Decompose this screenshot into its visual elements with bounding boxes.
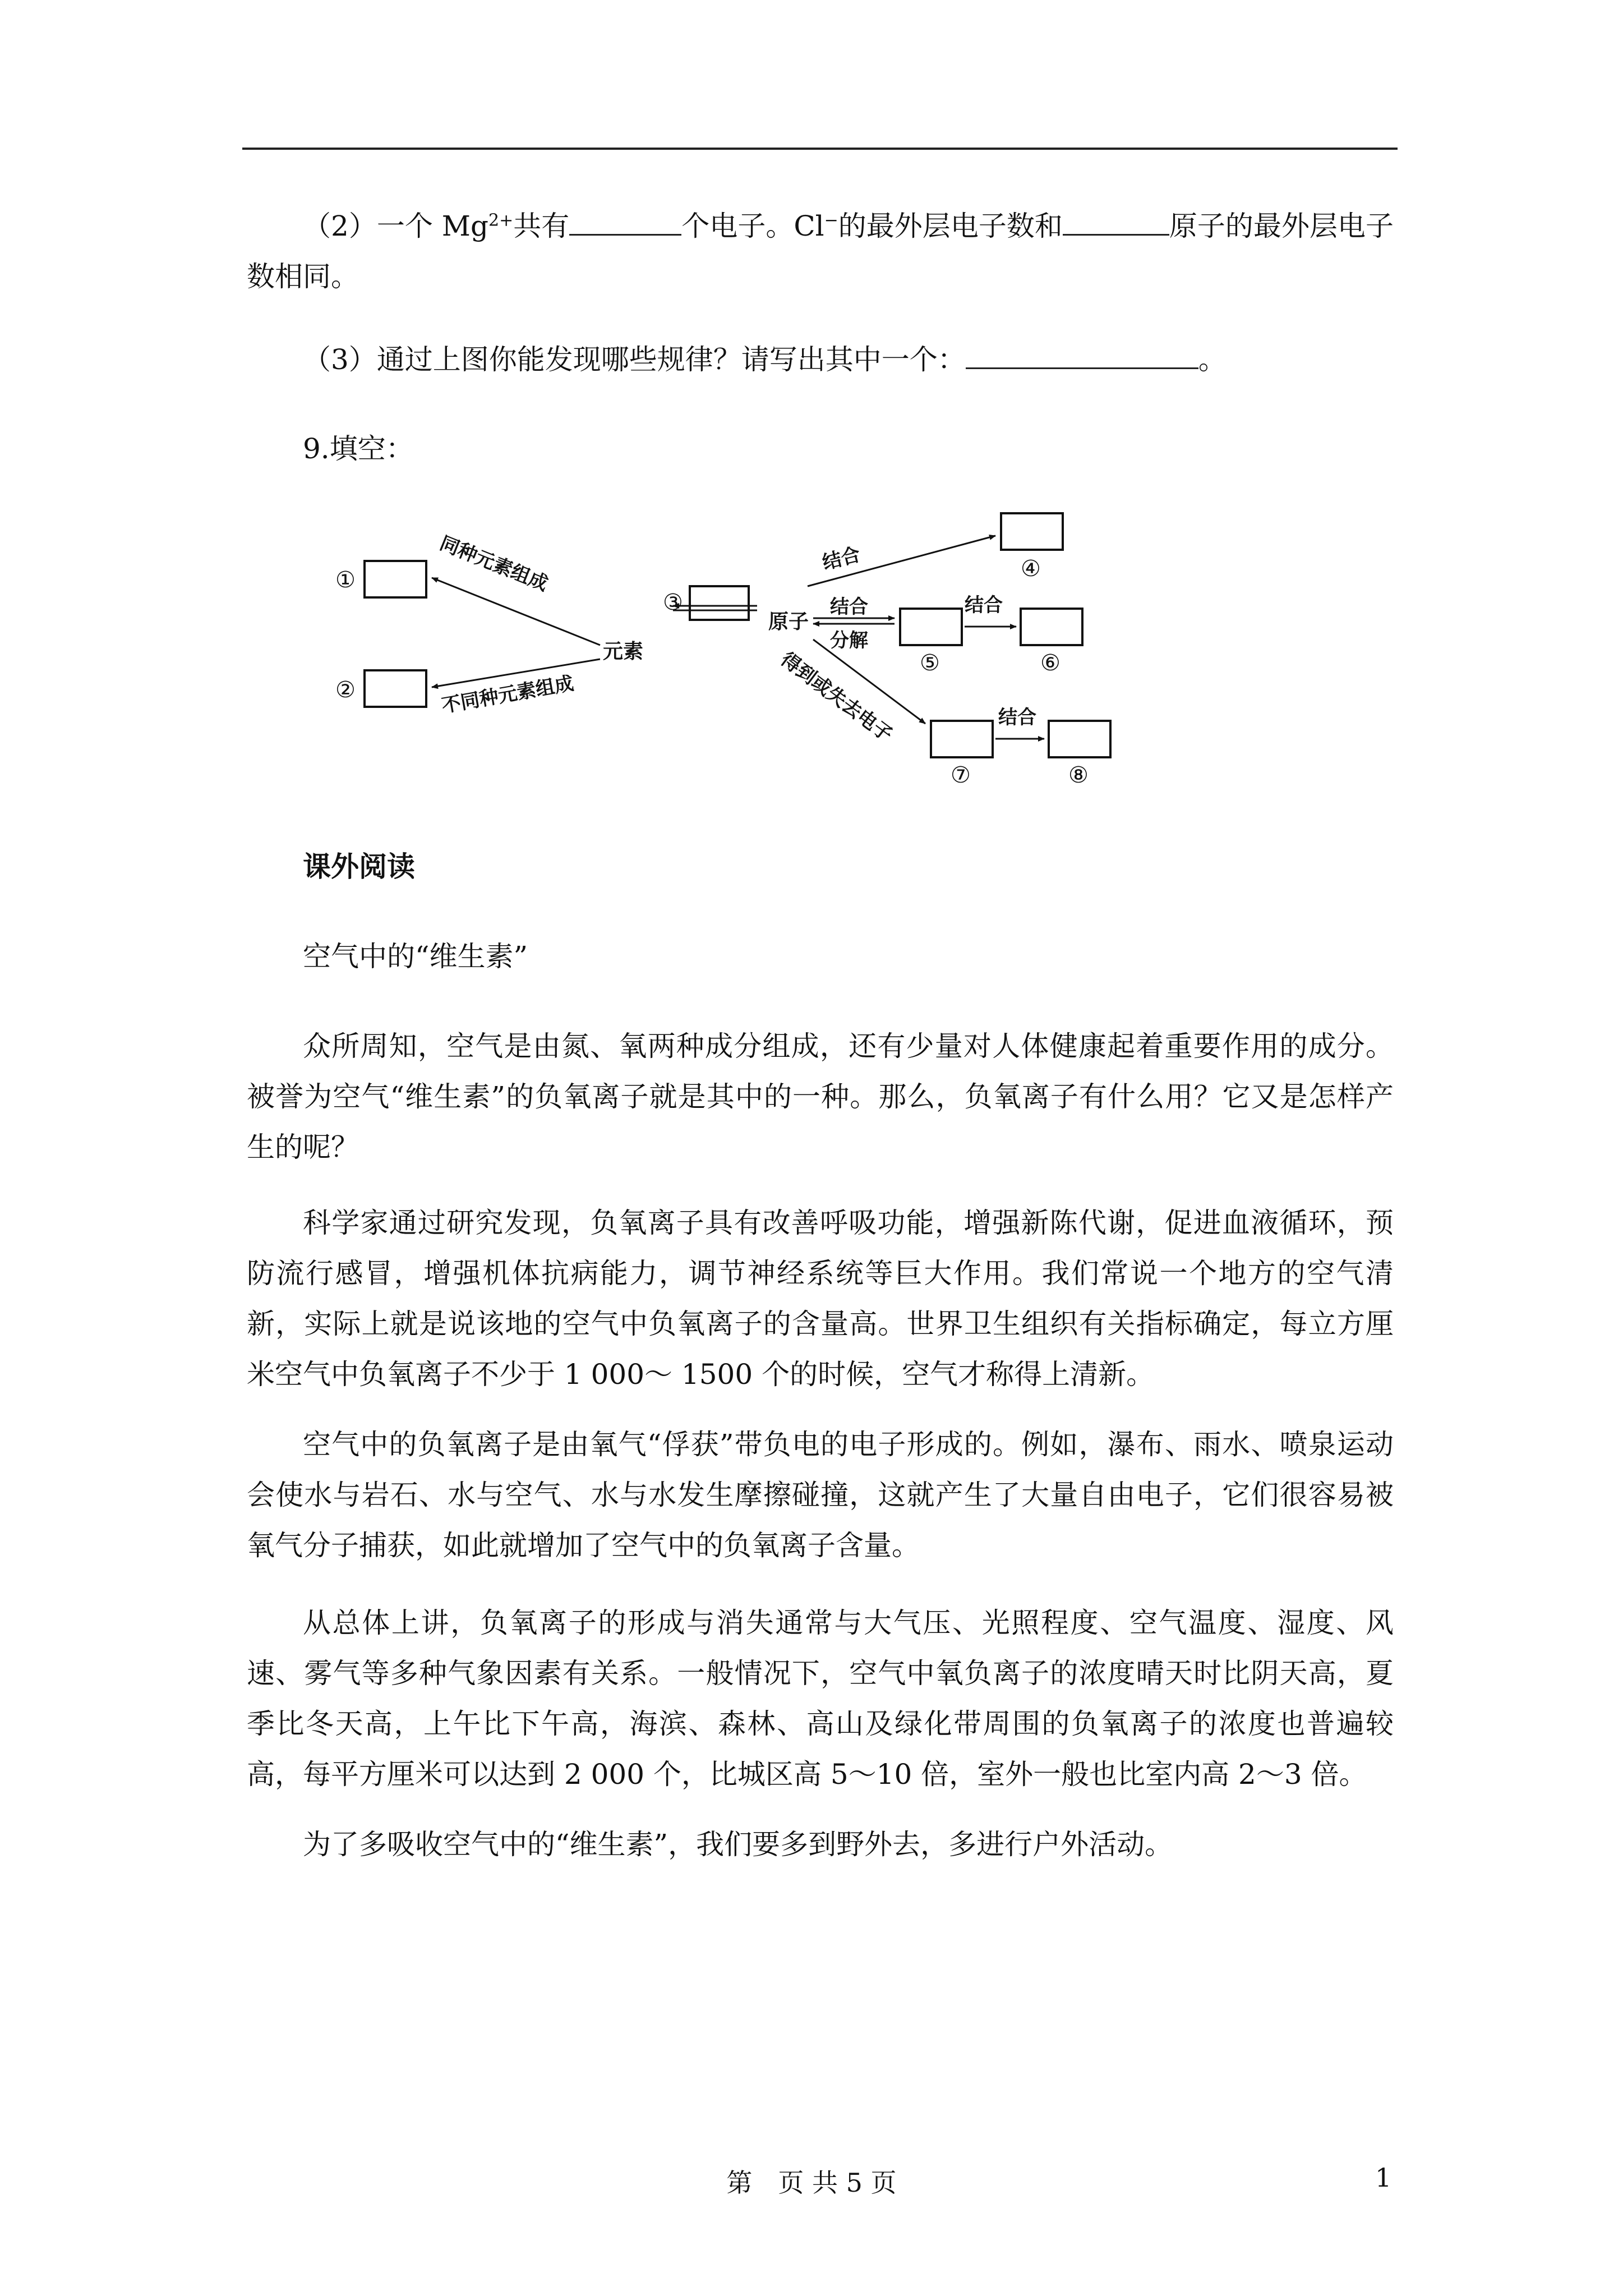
diff-element-label: 不同种元素组成 — [440, 672, 575, 717]
reading-paragraph: 为了多吸收空气中的“维生素”，我们要多到野外去，多进行户外活动。 — [303, 1828, 1173, 1861]
atom-label: 原子 — [768, 610, 809, 633]
gain-lose-label: 得到或失去电子 — [776, 648, 897, 747]
number-1: ① — [335, 567, 356, 593]
box-2 — [365, 670, 426, 707]
number-4: ④ — [1021, 556, 1041, 582]
combine-label-7-8: 结合 — [998, 706, 1036, 729]
box-5 — [900, 609, 962, 645]
same-element-label: 同种元素组成 — [436, 532, 551, 596]
number-7: ⑦ — [951, 762, 971, 788]
answer-blank[interactable] — [569, 208, 681, 236]
question-2: （2）一个 $Mg^{2+}$共有 个电子。Cl−的最外层电子数和 原子的最外层电子数相同。 — [247, 201, 1394, 302]
box-7 — [931, 721, 993, 757]
question-9-title: 9.填空： — [303, 432, 414, 465]
page-number: 1 — [1375, 2162, 1392, 2193]
header-rule — [242, 148, 1398, 150]
combine-label-up: 结合 — [820, 543, 863, 574]
reading-heading: 课外阅读 — [303, 850, 415, 883]
reading-paragraph: 空气中的负氧离子是由氧气“俘获”带负电的电子形成的。例如，瀑布、雨水、喷泉运动会使水与岩石、水与空气、水与水发生摩擦碰撞，这就产生了大量自由电子，它们很容易被氧气分子捕获，如此就增加了空气中的负氧离子含量。 — [247, 1428, 1394, 1562]
box-4 — [1001, 513, 1063, 550]
number-2: ② — [335, 677, 356, 703]
combine-label-5-6: 结合 — [965, 594, 1003, 616]
box-8 — [1049, 721, 1110, 757]
answer-blank[interactable] — [966, 342, 1198, 369]
number-6: ⑥ — [1040, 650, 1061, 676]
decompose-label: 分解 — [830, 629, 868, 652]
arrow-same-element — [432, 578, 600, 645]
answer-blank[interactable] — [1063, 208, 1169, 236]
reading-paragraph: 众所周知，空气是由氮、氧两种成分组成，还有少量对人体健康起着重要作用的成分。被誉为空气“维生素”的负氧离子就是其中的一种。那么，负氧离子有什么用？它又是怎样产生的呢？ — [247, 1030, 1394, 1163]
reading-title: 空气中的“维生素” — [303, 940, 528, 973]
element-atom-diagram — [320, 502, 1127, 805]
box-3 — [690, 586, 749, 620]
question-3: （3）通过上图你能发现哪些规律？请写出其中一个： 。 — [247, 334, 1394, 385]
combine-label-mid: 结合 — [830, 596, 868, 618]
box-6 — [1021, 609, 1082, 645]
number-3: ③ — [663, 590, 683, 615]
number-8: ⑧ — [1068, 762, 1089, 788]
element-label: 元素 — [603, 640, 644, 663]
reading-paragraph: 从总体上讲，负氧离子的形成与消失通常与大气压、光照程度、空气温度、湿度、风速、雾气等多种气象因素有关系。一般情况下，空气中氧负离子的浓度晴天时比阴天高，夏季比冬天高，上午比下午高，海滨、森林、高山及绿化带周围的负氧离子的浓度也普遍较高，每平方厘米可以达到 2 000 个，比城区高 5～10 倍，室外一般也比室内高 2～3 倍。 — [247, 1607, 1394, 1791]
box-1 — [365, 561, 426, 597]
reading-paragraph: 科学家通过研究发现，负氧离子具有改善呼吸功能，增强新陈代谢，促进血液循环，预防流行感冒，增强机体抗病能力，调节神经系统等巨大作用。我们常说一个地方的空气清新，实际上就是说该地的空气中负氧离子的含量高。世界卫生组织有关指标确定，每立方厘米空气中负氧离子不少于 1 000～ 1500 个的时候，空气才称得上清新。 — [247, 1207, 1394, 1391]
number-5: ⑤ — [920, 650, 940, 676]
page-label: 第 页 共 5 页 — [726, 2168, 897, 2198]
